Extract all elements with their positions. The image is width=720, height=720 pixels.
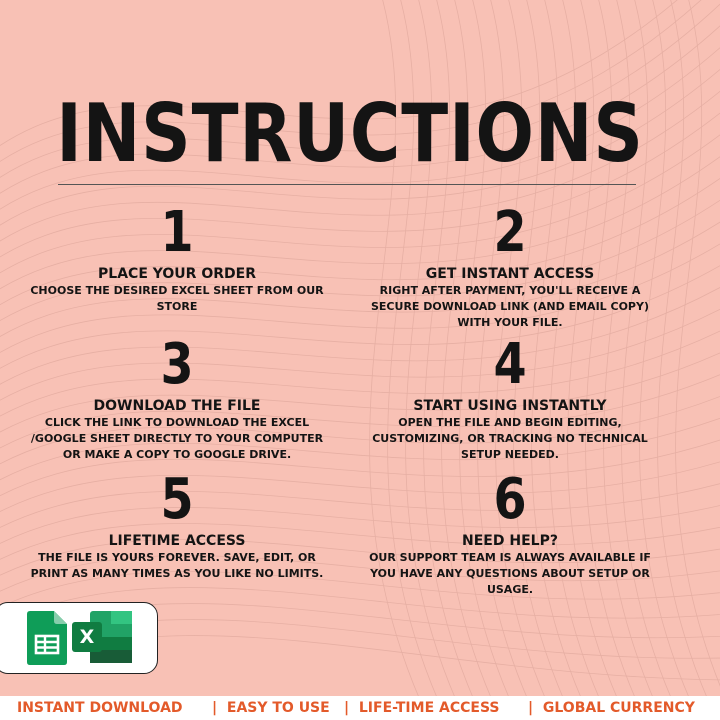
footer-item-label: GLOBAL CURRENCY xyxy=(542,700,695,716)
page-title: INSTRUCTIONS xyxy=(56,87,644,180)
microsoft-excel-icon xyxy=(72,609,134,665)
footer-item-label: EASY TO USE xyxy=(226,700,330,716)
step-description: OUR SUPPORT TEAM IS ALWAYS AVAILABLE IF YOU HAVE ANY QUESTIONS ABOUT SETUP OR USAGE. xyxy=(369,551,651,596)
step-heading: DOWNLOAD THE FILE xyxy=(93,398,261,414)
step-description: CLICK THE LINK TO DOWNLOAD THE EXCEL /GOOGLE SHEET DIRECTLY TO YOUR COMPUTER OR MAKE A COPY TO GOOGLE DRIVE. xyxy=(30,416,324,461)
step-heading: START USING INSTANTLY xyxy=(413,398,607,414)
step-number: 4 xyxy=(493,332,527,397)
step-number: 2 xyxy=(493,200,527,265)
footer-separator: | xyxy=(344,700,350,716)
step-1 xyxy=(27,200,327,315)
step-heading: PLACE YOUR ORDER xyxy=(98,266,256,282)
title-divider xyxy=(58,184,636,185)
footer-item-global-currency xyxy=(528,700,695,716)
step-description: THE FILE IS YOURS FOREVER. SAVE, EDIT, OR PRINT AS MANY TIMES AS YOU LIKE NO LIMITS. xyxy=(30,551,324,580)
step-number: 1 xyxy=(160,200,194,265)
footer-separator: | xyxy=(528,700,534,716)
footer-item-easy-to-use xyxy=(212,700,330,716)
footer-features-bar xyxy=(0,696,720,720)
step-description: RIGHT AFTER PAYMENT, YOU'LL RECEIVE A SECURE DOWNLOAD LINK (AND EMAIL COPY) WITH YOUR FILE. xyxy=(371,284,649,329)
step-number: 3 xyxy=(160,332,194,397)
step-number: 6 xyxy=(493,467,527,532)
google-sheets-icon xyxy=(27,611,67,665)
step-3 xyxy=(27,332,327,463)
svg-text:X: X xyxy=(79,626,95,648)
step-6 xyxy=(360,467,660,598)
step-heading: NEED HELP? xyxy=(462,533,558,549)
step-heading: GET INSTANT ACCESS xyxy=(425,266,595,282)
footer-item-lifetime-access xyxy=(344,700,500,716)
step-description: CHOOSE THE DESIRED EXCEL SHEET FROM OUR STORE xyxy=(30,284,324,313)
step-2 xyxy=(360,200,660,331)
footer-separator: | xyxy=(212,700,218,716)
step-heading: LIFETIME ACCESS xyxy=(108,533,246,549)
step-description: OPEN THE FILE AND BEGIN EDITING, CUSTOMIZING, OR TRACKING NO TECHNICAL SETUP NEEDED. xyxy=(372,416,648,461)
step-number: 5 xyxy=(160,467,194,532)
footer-item-label: LIFE-TIME ACCESS xyxy=(358,700,500,716)
step-5 xyxy=(27,467,327,582)
footer-item-instant-download: INSTANT DOWNLOAD xyxy=(17,700,183,716)
step-4 xyxy=(360,332,660,463)
